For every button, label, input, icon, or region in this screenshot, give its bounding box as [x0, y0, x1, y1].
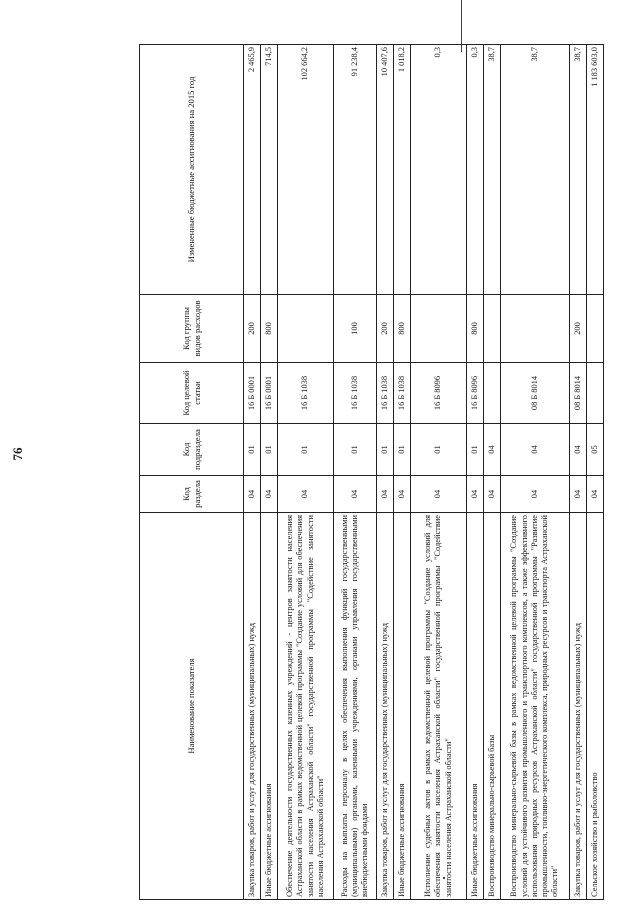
- cell-target-article: 16 Б 0001: [261, 363, 278, 424]
- table-row: [467, 45, 484, 900]
- cell-name: Закупка товаров, работ и услуг для государственных (муниципальных) нужд: [244, 513, 261, 900]
- cell-name: Иные бюджетные ассигнования: [261, 513, 278, 900]
- cell-target-article: 16 Б 0001: [244, 363, 261, 424]
- budget-table-rotated: [139, 45, 599, 900]
- header-razdel: Код раздела: [140, 476, 244, 513]
- cell-expense-group: [411, 295, 467, 363]
- cell-razdel: 04: [411, 476, 467, 513]
- cell-amount: 2 465,9: [244, 45, 261, 295]
- budget-table-container: [139, 45, 599, 900]
- cell-amount: 1 018,2: [394, 45, 411, 295]
- cell-expense-group: [278, 295, 334, 363]
- cell-podrazdel: 05: [587, 424, 604, 476]
- cell-podrazdel: 01: [278, 424, 334, 476]
- cell-target-article: 16 Б 1038: [377, 363, 394, 424]
- cell-name: Воспроизводство минерально-сырьевой базы в рамках ведомственной целевой программы "Создание условий для устойчивого развития промышленного и транспортного комплексов, а также эффективного использования природных ресурсов Астраханской области" государственной программы "Развитие промышленности, топливно-энергетического комплекса, природных ресурсов и транспорта Астраханской области": [501, 513, 570, 900]
- cell-razdel: 04: [394, 476, 411, 513]
- cell-razdel: 04: [261, 476, 278, 513]
- table-row: [278, 45, 334, 900]
- cell-amount: 0,3: [467, 45, 484, 295]
- table-row: [411, 45, 467, 900]
- cell-podrazdel: 01: [394, 424, 411, 476]
- header-target-article: Код целевой статьи: [140, 363, 244, 424]
- cell-podrazdel: 01: [244, 424, 261, 476]
- cell-razdel: 04: [501, 476, 570, 513]
- cell-razdel: 04: [244, 476, 261, 513]
- cell-razdel: 04: [467, 476, 484, 513]
- cell-expense-group: 200: [244, 295, 261, 363]
- cell-podrazdel: 01: [261, 424, 278, 476]
- cell-target-article: 08 Б 8014: [570, 363, 587, 424]
- cell-amount: 38,7: [501, 45, 570, 295]
- cell-target-article: 16 Б 1038: [278, 363, 334, 424]
- cell-name: Закупка товаров, работ и услуг для государственных (муниципальных) нужд: [377, 513, 394, 900]
- cell-podrazdel: 04: [570, 424, 587, 476]
- cell-podrazdel: 04: [484, 424, 501, 476]
- table-row: [334, 45, 377, 900]
- cell-expense-group: 800: [261, 295, 278, 363]
- cell-amount: 38,7: [484, 45, 501, 295]
- cell-razdel: 04: [484, 476, 501, 513]
- header-amount: Измененные бюджетные ассигнования на 2015 год: [140, 45, 244, 295]
- table-row: [377, 45, 394, 900]
- cell-expense-group: [587, 295, 604, 363]
- cell-amount: 10 407,6: [377, 45, 394, 295]
- budget-table: [139, 44, 604, 900]
- cell-podrazdel: 01: [334, 424, 377, 476]
- cell-expense-group: 800: [394, 295, 411, 363]
- header-row: [140, 45, 244, 900]
- cell-podrazdel: 04: [501, 424, 570, 476]
- cell-razdel: 04: [334, 476, 377, 513]
- cell-name: Расходы на выплаты персоналу в целях обеспечения выполнения функций государственными (муниципальными) органами, казенными учреждениями, органами управления государственными внебюджетными фондами: [334, 513, 377, 900]
- header-podrazdel: Код подраздела: [140, 424, 244, 476]
- cell-target-article: [484, 363, 501, 424]
- cell-target-article: 16 Б 1038: [394, 363, 411, 424]
- cell-razdel: 04: [570, 476, 587, 513]
- table-row: [261, 45, 278, 900]
- cell-amount: 0,3: [411, 45, 467, 295]
- cell-expense-group: [501, 295, 570, 363]
- cell-amount: 38,7: [570, 45, 587, 295]
- header-expense-group: Код группы видов расходов: [140, 295, 244, 363]
- cell-expense-group: 800: [467, 295, 484, 363]
- cell-name: Иные бюджетные ассигнования: [467, 513, 484, 900]
- cell-name: Сельское хозяйство и рыболовство: [587, 513, 604, 900]
- cell-podrazdel: 01: [377, 424, 394, 476]
- cell-target-article: 16 Б 8096: [411, 363, 467, 424]
- cell-expense-group: 200: [377, 295, 394, 363]
- cell-razdel: 04: [587, 476, 604, 513]
- cell-razdel: 04: [278, 476, 334, 513]
- cell-target-article: [587, 363, 604, 424]
- cell-amount: 91 238,4: [334, 45, 377, 295]
- cell-target-article: 16 Б 1038: [334, 363, 377, 424]
- cell-amount: 102 664,2: [278, 45, 334, 295]
- cell-name: Обеспечение деятельности государственных казенных учреждений - центров занятости населения Астраханской области в рамках ведомственной целевой программы "Создание условий для обеспечения занятости населения Астраханской области" государственной программы "Содействие занятости населения Астраханской области": [278, 513, 334, 900]
- table-row: [501, 45, 570, 900]
- table-row: [394, 45, 411, 900]
- table-row: [587, 45, 604, 900]
- cell-podrazdel: 01: [467, 424, 484, 476]
- cell-expense-group: 100: [334, 295, 377, 363]
- cell-amount: 1 183 603,0: [587, 45, 604, 295]
- cell-name: Закупка товаров, работ и услуг для государственных (муниципальных) нужд: [570, 513, 587, 900]
- cell-name: Исполнение судебных актов в рамках ведомственной целевой программы "Создание условий для обеспечения занятости населения Астраханской области" государственной программы "Содействие занятости населения Астраханской области": [411, 513, 467, 900]
- cell-name: Иные бюджетные ассигнования: [394, 513, 411, 900]
- cell-expense-group: [484, 295, 501, 363]
- cell-target-article: 16 Б 8096: [467, 363, 484, 424]
- cell-name: Воспроизводство минерально-сырьевой базы: [484, 513, 501, 900]
- table-row: [484, 45, 501, 900]
- cell-amount: 714,5: [261, 45, 278, 295]
- cell-podrazdel: 01: [411, 424, 467, 476]
- cell-expense-group: 200: [570, 295, 587, 363]
- cell-razdel: 04: [377, 476, 394, 513]
- page-number: 76: [10, 447, 25, 461]
- table-row: [244, 45, 261, 900]
- cell-target-article: 08 Б 8014: [501, 363, 570, 424]
- header-name: Наименование показателя: [140, 513, 244, 900]
- table-row: [570, 45, 587, 900]
